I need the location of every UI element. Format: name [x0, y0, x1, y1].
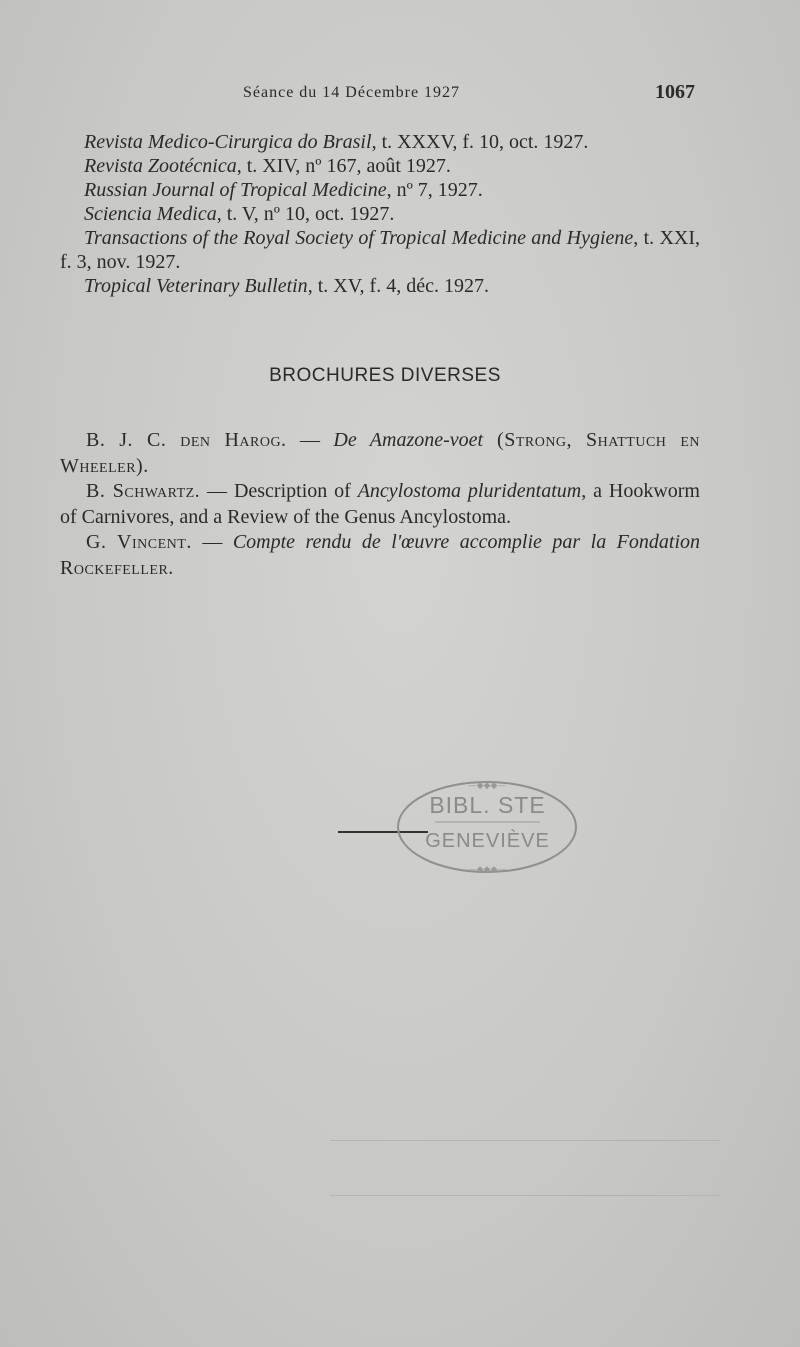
- brochure-author: G. Vincent.: [86, 531, 192, 553]
- periodical-details: , t. XXI, f. 3, nov. 1927.: [60, 227, 701, 273]
- brochure-title: Ancylostoma pluridentatum: [357, 480, 582, 502]
- library-stamp: [395, 778, 580, 876]
- brochure-dash: — Description of: [200, 480, 358, 502]
- periodical-entry: [60, 226, 700, 274]
- bleed-through-rule: [330, 1195, 720, 1196]
- periodicals-list: [60, 130, 700, 298]
- brochure-title: De Amazone-voet: [333, 429, 484, 451]
- stamp-text-line1: BIBL. STE: [429, 792, 546, 818]
- periodical-details: , nº 7, 1927.: [386, 179, 483, 201]
- section-heading: BROCHURES DIVERSES: [269, 365, 501, 386]
- running-title: Séance du 14 Décembre 1927: [243, 84, 461, 101]
- periodical-entry: [60, 202, 700, 226]
- periodical-entry: [60, 274, 700, 298]
- periodical-title: Sciencia Medica: [84, 203, 217, 225]
- brochure-dash: —: [191, 531, 233, 553]
- running-head: [0, 81, 800, 114]
- periodical-details: , t. XXXV, f. 10, oct. 1927.: [371, 131, 589, 153]
- periodical-details: , t. V, nº 10, oct. 1927.: [216, 203, 395, 225]
- periodical-details: , t. XV, f. 4, déc. 1927.: [307, 275, 489, 297]
- periodical-title: Russian Journal of Tropical Medicine: [84, 179, 387, 201]
- brochure-author: B. Schwartz.: [86, 480, 201, 502]
- page-number: 1067: [655, 81, 695, 103]
- periodical-title: Revista Zootécnica: [84, 155, 237, 177]
- svg-text:—◆◆◆—: —◆◆◆—: [467, 865, 507, 875]
- brochure-entry: [60, 427, 700, 479]
- periodical-title: Transactions of the Royal Society of Tropical Medicine and Hygiene: [84, 227, 634, 249]
- bleed-through-rule: [330, 1140, 720, 1141]
- brochure-title: Compte rendu de l'œuvre accomplie par la Fondation: [232, 531, 701, 553]
- brochure-details: , a Hookworm of Carnivores, and a Review of the Genus Ancylostoma.: [60, 480, 700, 528]
- brochure-details: Rockefeller.: [60, 557, 174, 579]
- periodical-entry: [60, 130, 700, 154]
- brochures-list: [60, 427, 700, 580]
- periodical-entry: [60, 178, 700, 202]
- brochure-entry: [60, 529, 700, 581]
- periodical-details: , t. XIV, nº 167, août 1927.: [236, 155, 451, 177]
- periodical-entry: [60, 154, 700, 178]
- svg-text:—◆◆◆—: —◆◆◆—: [467, 781, 507, 791]
- brochure-entry: [60, 478, 700, 530]
- brochure-details: (Strong, Shattuch en Wheeler).: [60, 429, 701, 477]
- stamp-text-line2: GENEVIÈVE: [425, 830, 550, 852]
- periodical-title: Revista Medico-Cirurgica do Brasil: [84, 131, 372, 153]
- brochure-author: B. J. C. den Harog.: [86, 429, 287, 451]
- periodical-title: Tropical Veterinary Bulletin: [84, 275, 308, 297]
- brochure-dash: —: [286, 429, 334, 451]
